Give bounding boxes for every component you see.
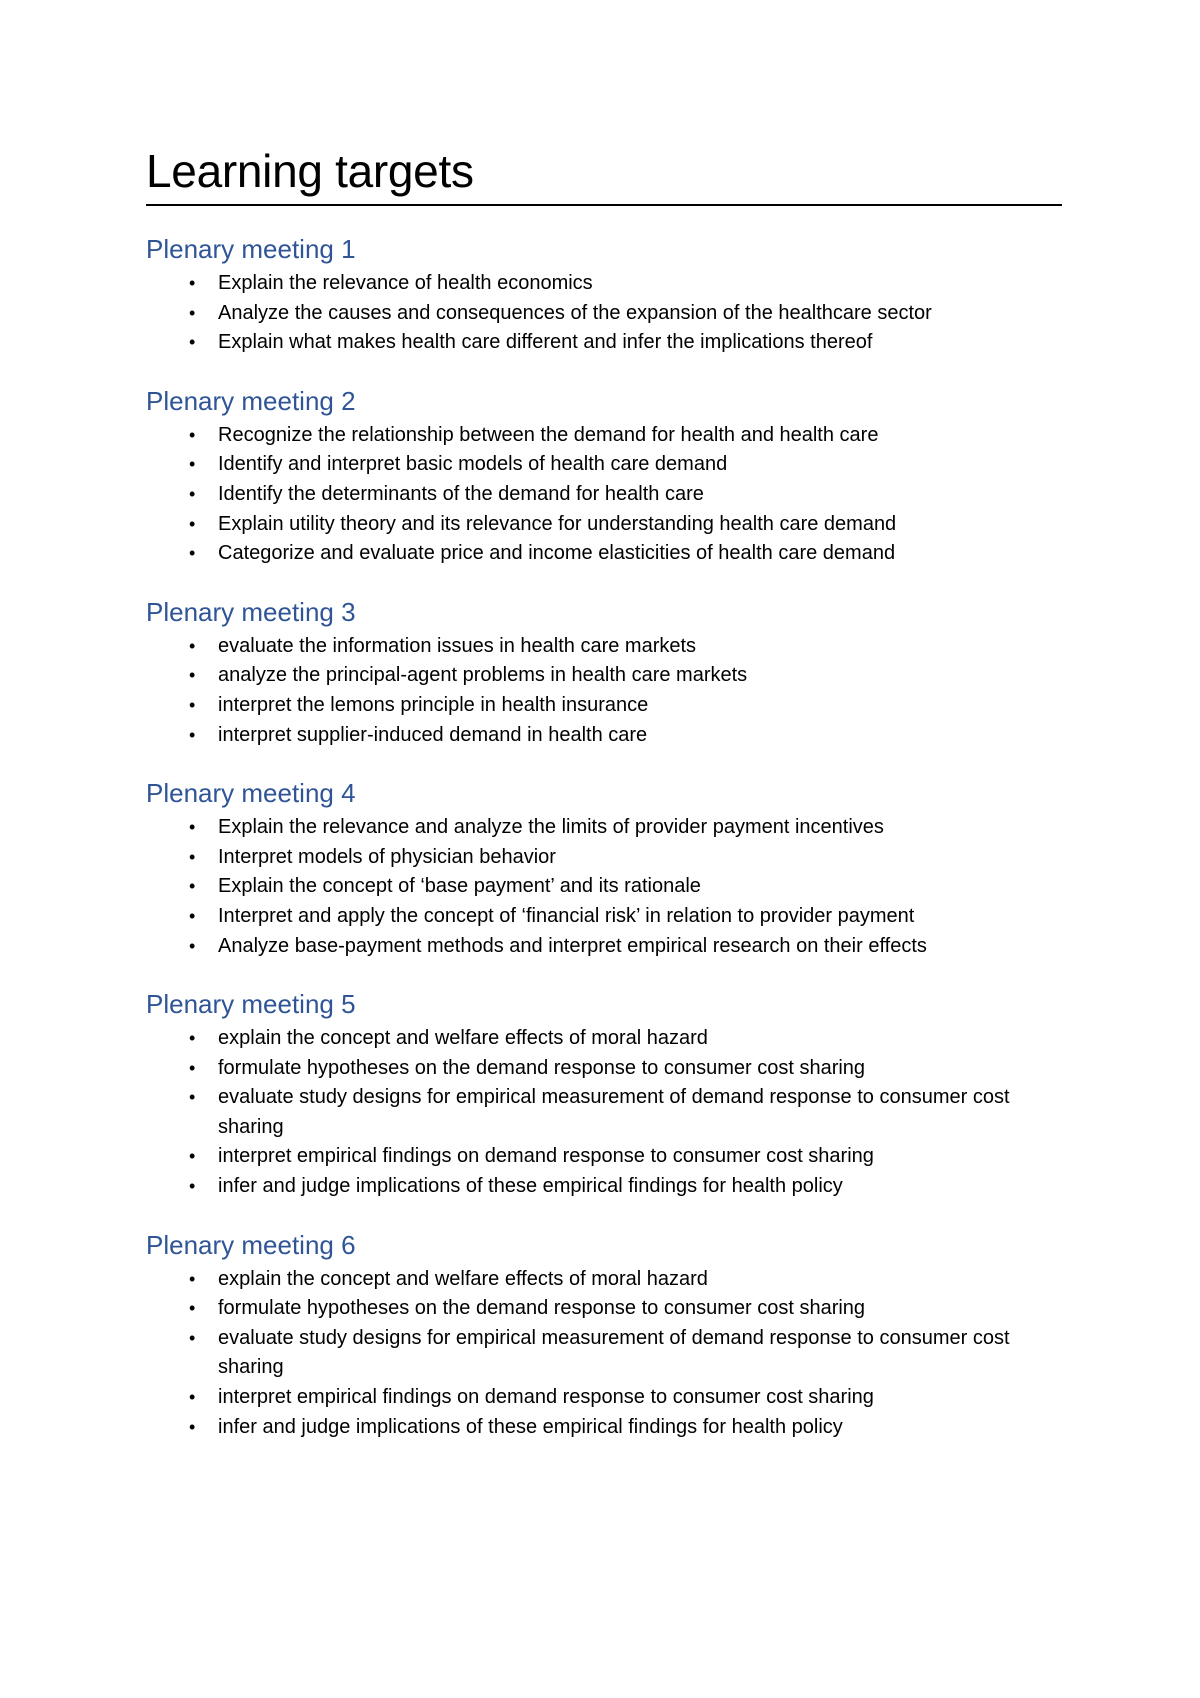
bullet-icon: •	[189, 302, 196, 323]
document-page	[146, 145, 1062, 1442]
learning-target-text: evaluate study designs for empirical measurement of demand response to consumer cost sharing	[218, 1086, 1010, 1138]
learning-target-item	[189, 299, 1062, 329]
learning-target-text: interpret supplier-induced demand in health care	[218, 723, 648, 746]
bullet-icon: •	[189, 817, 196, 838]
learning-target-list	[146, 1024, 1062, 1202]
learning-target-text: Explain utility theory and its relevance for understanding health care demand	[218, 512, 897, 535]
bullet-icon: •	[189, 454, 196, 475]
bullet-icon: •	[189, 483, 196, 504]
bullet-icon: •	[189, 1176, 196, 1197]
bullet-icon: •	[189, 1387, 196, 1408]
bullet-icon: •	[189, 1057, 196, 1078]
bullet-icon: •	[189, 935, 196, 956]
learning-target-item	[189, 421, 1062, 451]
plenary-meeting-section	[146, 596, 1062, 750]
learning-target-text: Recognize the relationship between the demand for health and health care	[218, 423, 879, 446]
learning-target-list	[146, 813, 1062, 961]
learning-target-item	[189, 661, 1062, 691]
bullet-icon: •	[189, 513, 196, 534]
learning-target-item	[189, 1294, 1062, 1324]
bullet-icon: •	[189, 846, 196, 867]
plenary-meeting-section	[146, 1229, 1062, 1443]
plenary-meeting-section	[146, 385, 1062, 569]
bullet-icon: •	[189, 876, 196, 897]
learning-target-text: interpret the lemons principle in health insurance	[218, 693, 649, 716]
bullet-icon: •	[189, 1028, 196, 1049]
section-heading: Plenary meeting 4	[146, 778, 356, 809]
learning-target-item	[189, 721, 1062, 751]
learning-target-text: Analyze the causes and consequences of the expansion of the healthcare sector	[218, 301, 932, 324]
learning-target-item	[189, 1172, 1062, 1202]
learning-target-text: explain the concept and welfare effects of moral hazard	[218, 1027, 708, 1050]
bullet-icon: •	[189, 635, 196, 656]
learning-target-item	[189, 1083, 1062, 1142]
bullet-icon: •	[189, 1298, 196, 1319]
learning-target-item	[189, 691, 1062, 721]
learning-target-item	[189, 539, 1062, 569]
learning-target-text: Explain the concept of ‘base payment’ and its rationale	[218, 875, 701, 898]
plenary-meeting-section	[146, 236, 1062, 358]
learning-target-text: evaluate study designs for empirical measurement of demand response to consumer cost sharing	[218, 1326, 1010, 1379]
plenary-meeting-section	[146, 780, 1062, 961]
learning-target-text: Categorize and evaluate price and income elasticities of health care demand	[218, 542, 896, 565]
bullet-icon: •	[189, 1268, 196, 1289]
learning-target-list	[146, 1265, 1062, 1443]
section-heading: Plenary meeting 5	[146, 989, 356, 1020]
learning-target-item	[189, 1383, 1062, 1413]
bullet-icon: •	[189, 694, 196, 715]
bullet-icon: •	[189, 1416, 196, 1437]
learning-target-item	[189, 632, 1062, 662]
learning-target-text: Identify the determinants of the demand for health care	[218, 482, 704, 505]
learning-target-item	[189, 480, 1062, 510]
bullet-icon: •	[189, 665, 196, 686]
section-heading: Plenary meeting 2	[146, 385, 356, 416]
learning-target-item	[189, 1324, 1062, 1383]
learning-target-item	[189, 1024, 1062, 1054]
learning-target-text: Interpret and apply the concept of ‘financial risk’ in relation to provider payment	[218, 904, 915, 927]
learning-target-text: Analyze base-payment methods and interpret empirical research on their effects	[218, 934, 927, 957]
document-title: Learning targets	[146, 148, 1062, 206]
section-heading: Plenary meeting 6	[146, 1229, 356, 1260]
learning-target-text: interpret empirical findings on demand response to consumer cost sharing	[218, 1386, 874, 1409]
learning-target-item	[189, 872, 1062, 902]
learning-target-text: evaluate the information issues in health care markets	[218, 634, 697, 657]
bullet-icon: •	[189, 543, 196, 564]
learning-target-text: Interpret models of physician behavior	[218, 845, 556, 868]
learning-target-list	[146, 421, 1062, 569]
section-heading: Plenary meeting 1	[146, 234, 356, 264]
learning-target-item	[189, 450, 1062, 480]
learning-target-text: interpret empirical findings on demand response to consumer cost sharing	[218, 1145, 874, 1168]
learning-target-text: Explain the relevance and analyze the limits of provider payment incentives	[218, 816, 884, 839]
learning-target-text: infer and judge implications of these empirical findings for health policy	[218, 1415, 843, 1438]
learning-target-item	[189, 328, 1062, 358]
bullet-icon: •	[189, 1327, 196, 1348]
learning-target-item	[189, 1142, 1062, 1172]
learning-target-item	[189, 843, 1062, 873]
learning-target-text: formulate hypotheses on the demand response to consumer cost sharing	[218, 1056, 866, 1079]
learning-target-text: explain the concept and welfare effects of moral hazard	[218, 1267, 708, 1290]
bullet-icon: •	[189, 332, 196, 353]
bullet-icon: •	[189, 424, 196, 445]
learning-target-list	[146, 269, 1062, 358]
learning-target-item	[189, 510, 1062, 540]
learning-target-text: formulate hypotheses on the demand response to consumer cost sharing	[218, 1297, 866, 1320]
sections-container	[146, 236, 1062, 1442]
learning-target-item	[189, 813, 1062, 843]
learning-target-text: analyze the principal-agent problems in health care markets	[218, 664, 748, 687]
section-heading: Plenary meeting 3	[146, 596, 356, 627]
bullet-icon: •	[189, 1146, 196, 1167]
bullet-icon: •	[189, 1087, 196, 1108]
learning-target-item	[189, 269, 1062, 299]
learning-target-item	[189, 1054, 1062, 1084]
bullet-icon: •	[189, 724, 196, 745]
learning-target-item	[189, 932, 1062, 962]
learning-target-text: Explain what makes health care different and infer the implications thereof	[218, 331, 873, 354]
bullet-icon: •	[189, 273, 196, 293]
bullet-icon: •	[189, 905, 196, 926]
learning-target-item	[189, 902, 1062, 932]
learning-target-text: Identify and interpret basic models of health care demand	[218, 453, 728, 476]
learning-target-item	[189, 1413, 1062, 1443]
learning-target-text: infer and judge implications of these empirical findings for health policy	[218, 1175, 843, 1198]
learning-target-list	[146, 632, 1062, 750]
learning-target-text: Explain the relevance of health economics	[218, 272, 593, 294]
learning-target-item	[189, 1265, 1062, 1295]
plenary-meeting-section	[146, 991, 1062, 1202]
